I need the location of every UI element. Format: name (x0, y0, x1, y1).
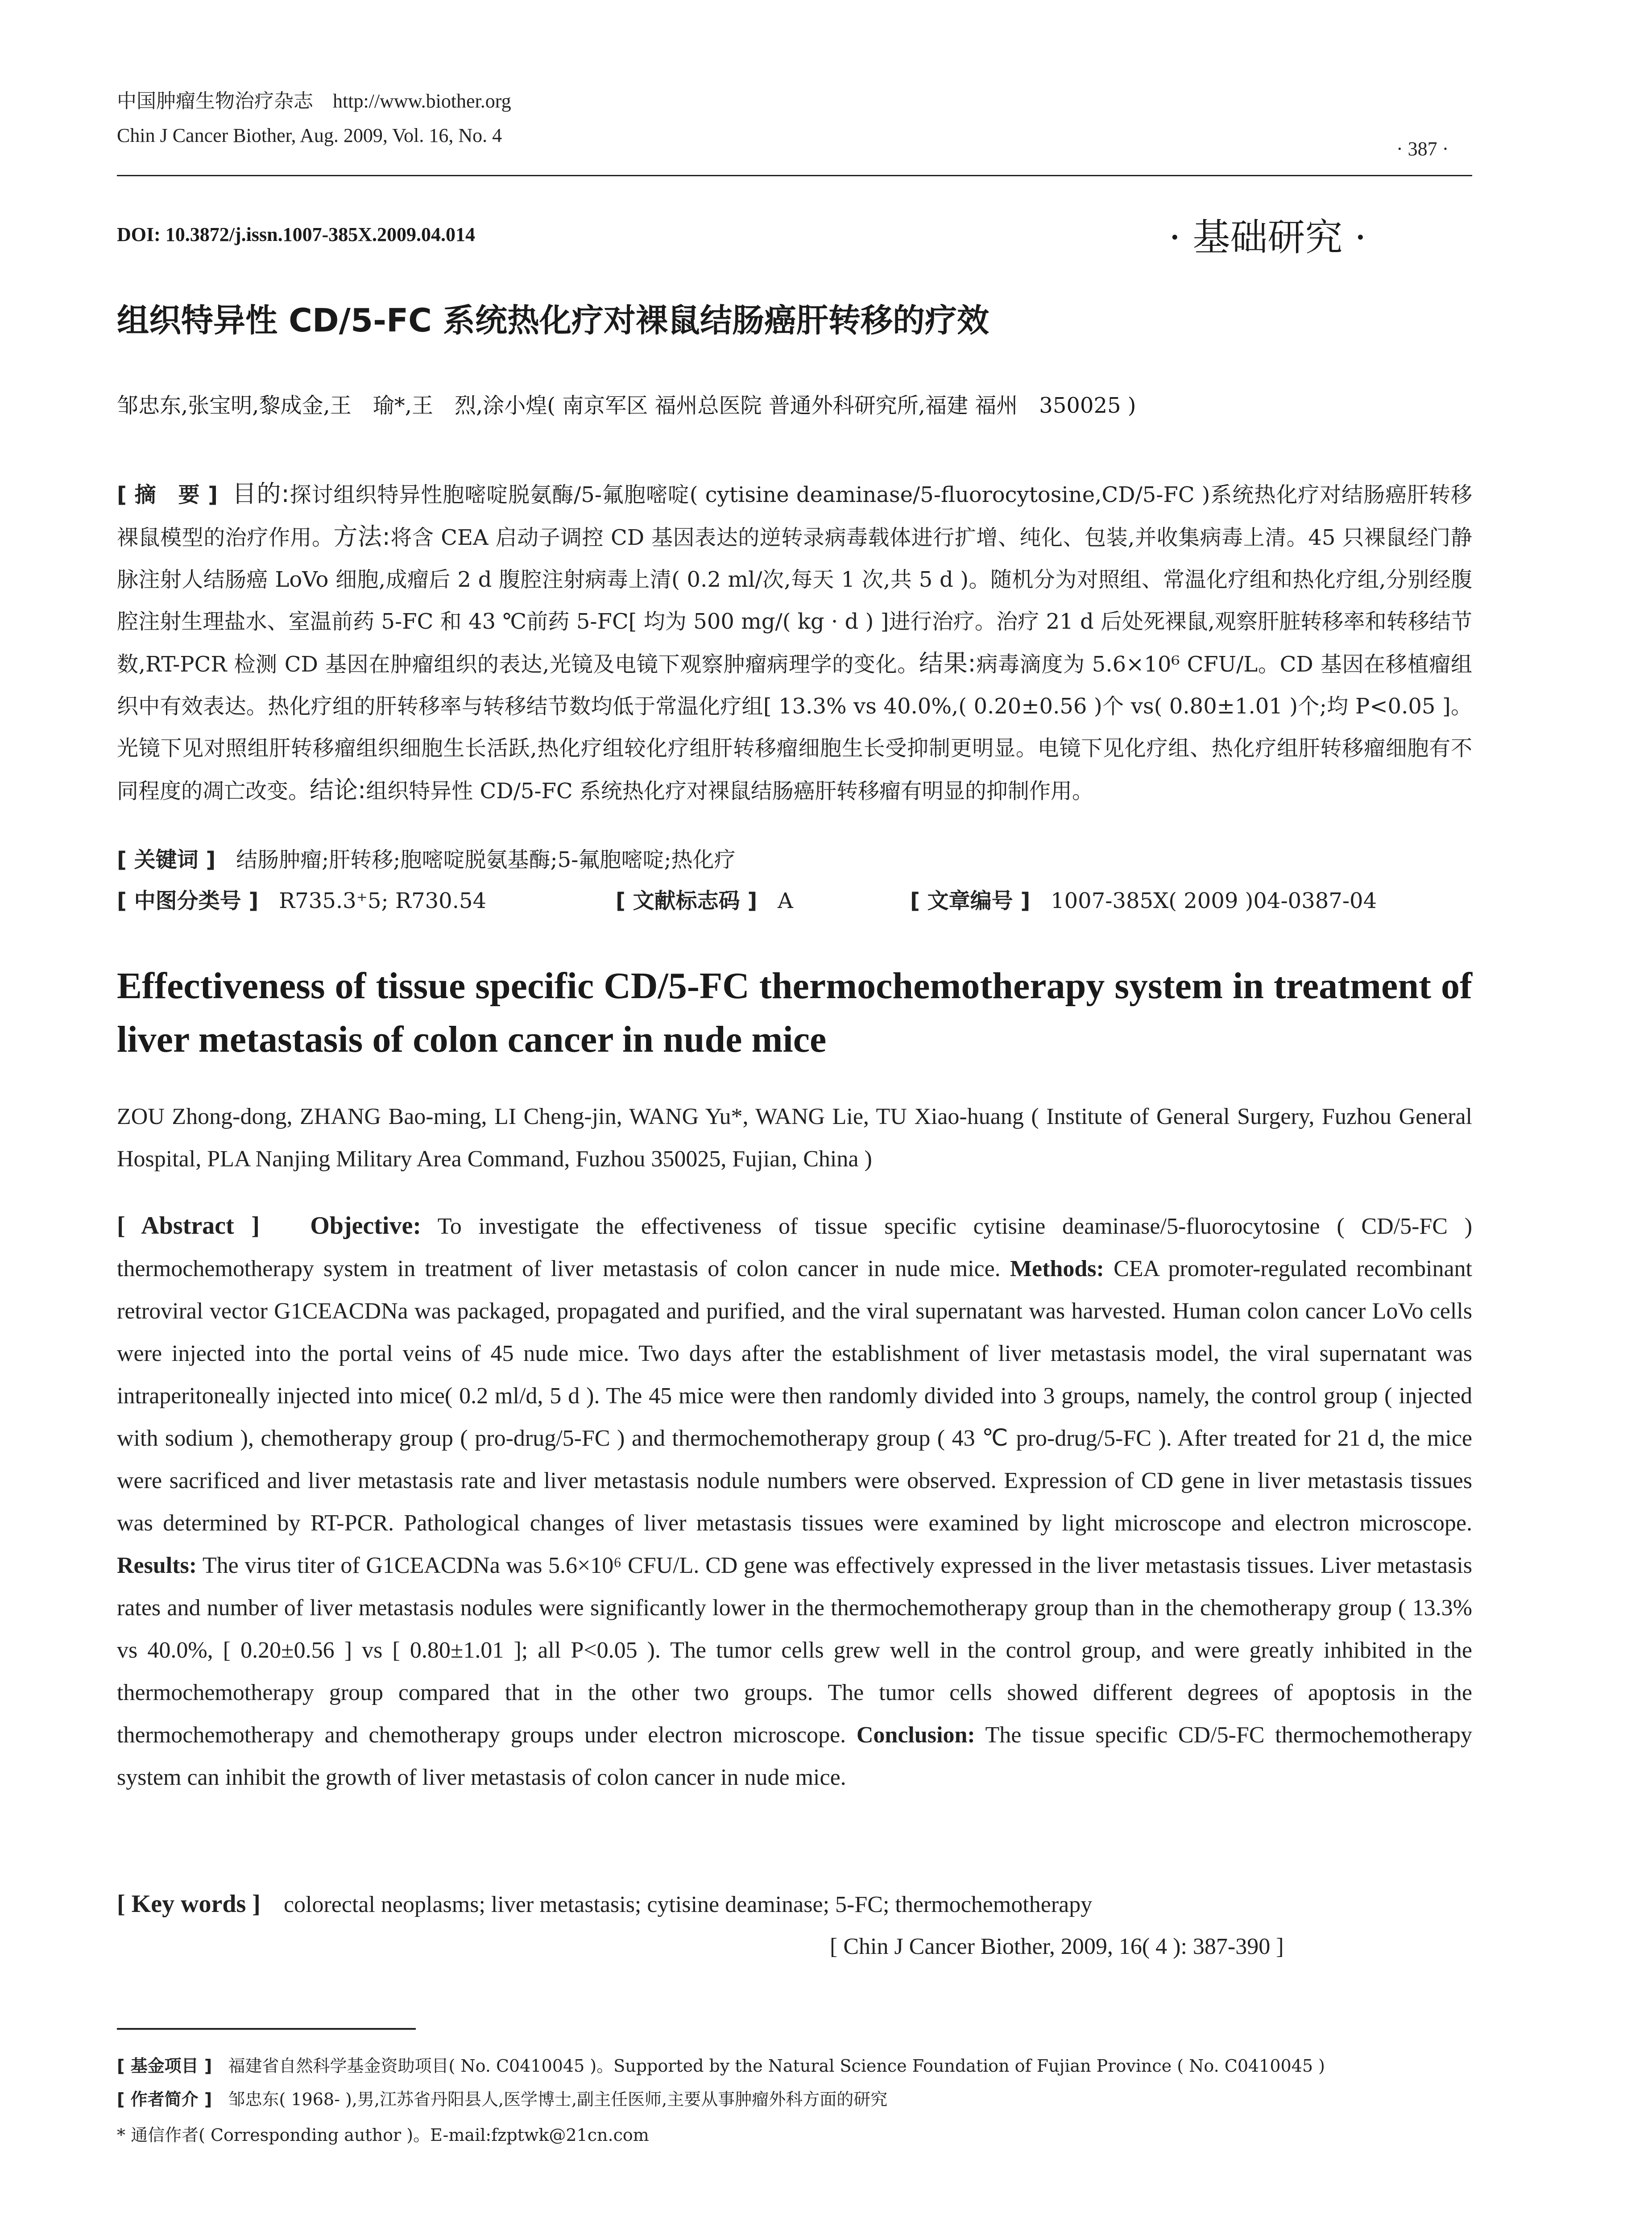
page-number: · 387 · (1396, 138, 1449, 160)
results-cn: 病毒滴度为 5.6×10⁶ CFU/L。CD 基因在移植瘤组织中有效表达。热化疗组的肝转移率与转移结节数均低于常温化疗组[ 13.3% vs 40.0%,( 0.20±0.56 )个 vs( 0.80±1.01 )个;均 P<0.05 ]。光镜下见对照组肝转移瘤组织细胞生长活跃,热化疗组较化疗组肝转移瘤细胞生长受抑制更明显。电镜下见化疗组、热化疗组肝转移瘤细胞有不同程度的凋亡改变。 (117, 652, 1472, 804)
header-rule (117, 175, 1472, 176)
doc-code-label: [ 文献标志码 ] (616, 888, 758, 913)
objective-en: To investigate the effectiveness of tissue specific cytisine deaminase/5-fluorocytosine ( CD/5-FC ) thermochemotherapy system in treatment of liver metastasis of colon cancer in nude mice. (117, 1214, 1473, 1281)
keywords-en (117, 1883, 1472, 1926)
section-label: · 基础研究 · (1169, 216, 1366, 259)
article-number (910, 880, 1377, 922)
footnote-rule (117, 2028, 416, 2030)
methods-en-label: Methods: (1010, 1256, 1104, 1281)
objective-en-label: Objective: (310, 1212, 421, 1240)
keywords-en-text: colorectal neoplasms; liver metastasis; cytisine deaminase; 5-FC; thermochemotherapy (283, 1892, 1093, 1917)
doc-code (616, 880, 793, 922)
journal-issue: Chin J Cancer Biother, Aug. 2009, Vol. 16, No. 4 (117, 124, 502, 146)
author-bio-label: [ 作者简介 ] (117, 2090, 212, 2109)
abstract-en (117, 1205, 1472, 1799)
footnote-fund (117, 2048, 1500, 2084)
conclusion-cn-label: 结论: (310, 776, 366, 804)
clc-label: [ 中图分类号 ] (117, 888, 259, 913)
footnote-corresponding: * 通信作者( Corresponding author )。E-mail:fzptwk@21cn.com (117, 2125, 649, 2145)
results-cn-label: 结果: (919, 649, 976, 677)
methods-cn: 将含 CEA 启动子调控 CD 基因表达的逆转录病毒载体进行扩增、纯化、包装,并收集病毒上清。45 只裸鼠经门静脉注射人结肠癌 LoVo 细胞,成瘤后 2 d 腹腔注射病毒上清( 0.2 ml/次,每天 1 次,共 5 d )。随机分为对照组、常温化疗组和热化疗组,分别经腹腔注射生理盐水、室温前药 5-FC 和 43 ℃前药 5-FC[ 均为 500 mg/( kg · d ) ]进行治疗。治疗 21 d 后处死裸鼠,观察肝脏转移率和转移结节数,RT-PCR 检测 CD 基因在肿瘤组织的表达,光镜及电镜下观察肿瘤病理学的变化。 (117, 525, 1472, 677)
keywords-en-label: [ Key words ] (117, 1890, 261, 1918)
clc-value: R735.3⁺5; R730.54 (279, 888, 487, 913)
results-en-label: Results: (117, 1553, 197, 1578)
methods-cn-label: 方法: (333, 523, 390, 551)
journal-url[interactable]: http://www.biother.org (333, 90, 511, 112)
objective-cn-label: 目的: (232, 480, 290, 508)
results-en: The virus titer of G1CEACDNa was 5.6×10⁶ CFU/L. CD gene was effectively expressed in the liver metastasis tissues. Liver metastasis rates and number of liver metastasis nodules were significantly lower in the thermochemotherapy group than in the chemotherapy group ( 13.3% vs 40.0%, [ 0.20±0.56 ] vs [ 0.80±1.01 ]; all P<0.05 ). The tumor cells grew well in the control group, and were greatly inhibited in the thermochemotherapy group compared that in the other two groups. The tumor cells showed different degrees of apoptosis in the thermochemotherapy and chemotherapy groups under electron microscope. (117, 1553, 1472, 1748)
doi: DOI: 10.3872/j.issn.1007-385X.2009.04.014 (117, 224, 476, 245)
abstract-cn (117, 473, 1472, 812)
keywords-cn-label: [ 关键词 ] (117, 847, 216, 872)
conclusion-en-label: Conclusion: (856, 1722, 975, 1748)
keywords-cn (117, 839, 1472, 881)
article-number-label: [ 文章编号 ] (910, 888, 1031, 913)
conclusion-en: The tissue specific CD/5-FC thermochemotherapy system can inhibit the growth of liver metastasis of colon cancer in nude mice. (117, 1722, 1473, 1790)
fund-label: [ 基金项目 ] (117, 2056, 212, 2076)
methods-en: CEA promoter-regulated recombinant retroviral vector G1CEACDNa was packaged, propagated and purified, and the viral supernatant was harvested. Human colon cancer LoVo cells were injected into the portal veins of 45 nude mice. Two days after the establishment of liver metastasis model, the viral supernatant was intraperitoneally injected into mice( 0.2 ml/d, 5 d ). The 45 mice were then randomly divided into 3 groups, namely, the control group ( injected with sodium ), chemotherapy group ( pro-drug/5-FC ) and thermochemotherapy group ( 43 ℃ pro-drug/5-FC ). After treated for 21 d, the mice were sacrificed and liver metastasis rate and liver metastasis nodule numbers were observed. Expression of CD gene in liver metastasis tissues was determined by RT-PCR. Pathological changes of liver metastasis tissues were examined by light microscope and electron microscope. (117, 1256, 1473, 1536)
journal-name-cn: 中国肿瘤生物治疗杂志 (117, 90, 313, 112)
conclusion-cn: 组织特异性 CD/5-FC 系统热化疗对裸鼠结肠癌肝转移瘤有明显的抑制作用。 (366, 779, 1093, 804)
keywords-cn-text: 结肠肿瘤;肝转移;胞嘧啶脱氨基酶;5-氟胞嘧啶;热化疗 (236, 847, 736, 872)
objective-cn: 探讨组织特异性胞嘧啶脱氨酶/5-氟胞嘧啶( cytisine deaminase/5-fluorocytosine,CD/5-FC )系统热化疗对结肠癌肝转移裸鼠模型的治疗作用。 (117, 482, 1472, 550)
doc-code-value: A (778, 888, 793, 913)
abstract-cn-label: [ 摘 要 ] (117, 482, 218, 507)
footnote-author (117, 2082, 1500, 2117)
journal-header (117, 85, 786, 113)
author-bio-text: 邹忠东( 1968- ),男,江苏省丹阳县人,医学博士,副主任医师,主要从事肿瘤外科方面的研究 (228, 2090, 888, 2109)
abstract-en-label: [ Abstract ] (117, 1212, 260, 1240)
fund-text: 福建省自然科学基金资助项目( No. C0410045 )。Supported by the Natural Science Foundation of Fujian Province ( No. C0410045 ) (228, 2056, 1325, 2076)
authors-en: ZOU Zhong-dong, ZHANG Bao-ming, LI Cheng-jin, WANG Yu*, WANG Lie, TU Xiao-huang ( Institute of General Surgery, Fuzhou General Hospital, PLA Nanjing Military Area Command, Fuzhou 350025, Fujian, China ) (117, 1104, 1472, 1172)
title-cn: 组织特异性 CD/5-FC 系统热化疗对裸鼠结肠癌肝转移的疗效 (117, 302, 990, 339)
citation: [ Chin J Cancer Biother, 2009, 16( 4 ): 387-390 ] (830, 1934, 1284, 1959)
authors-cn: 邹忠东,张宝明,黎成金,王 瑜*,王 烈,涂小煌( 南京军区 福州总医院 普通外科研究所,福建 福州 350025 ) (117, 393, 1136, 418)
title-en: Effectiveness of tissue specific CD/5-FC thermochemotherapy system in treatment of liver metastasis of colon cancer in nude mice (117, 965, 1472, 1060)
article-number-value: 1007-385X( 2009 )04-0387-04 (1051, 888, 1377, 913)
